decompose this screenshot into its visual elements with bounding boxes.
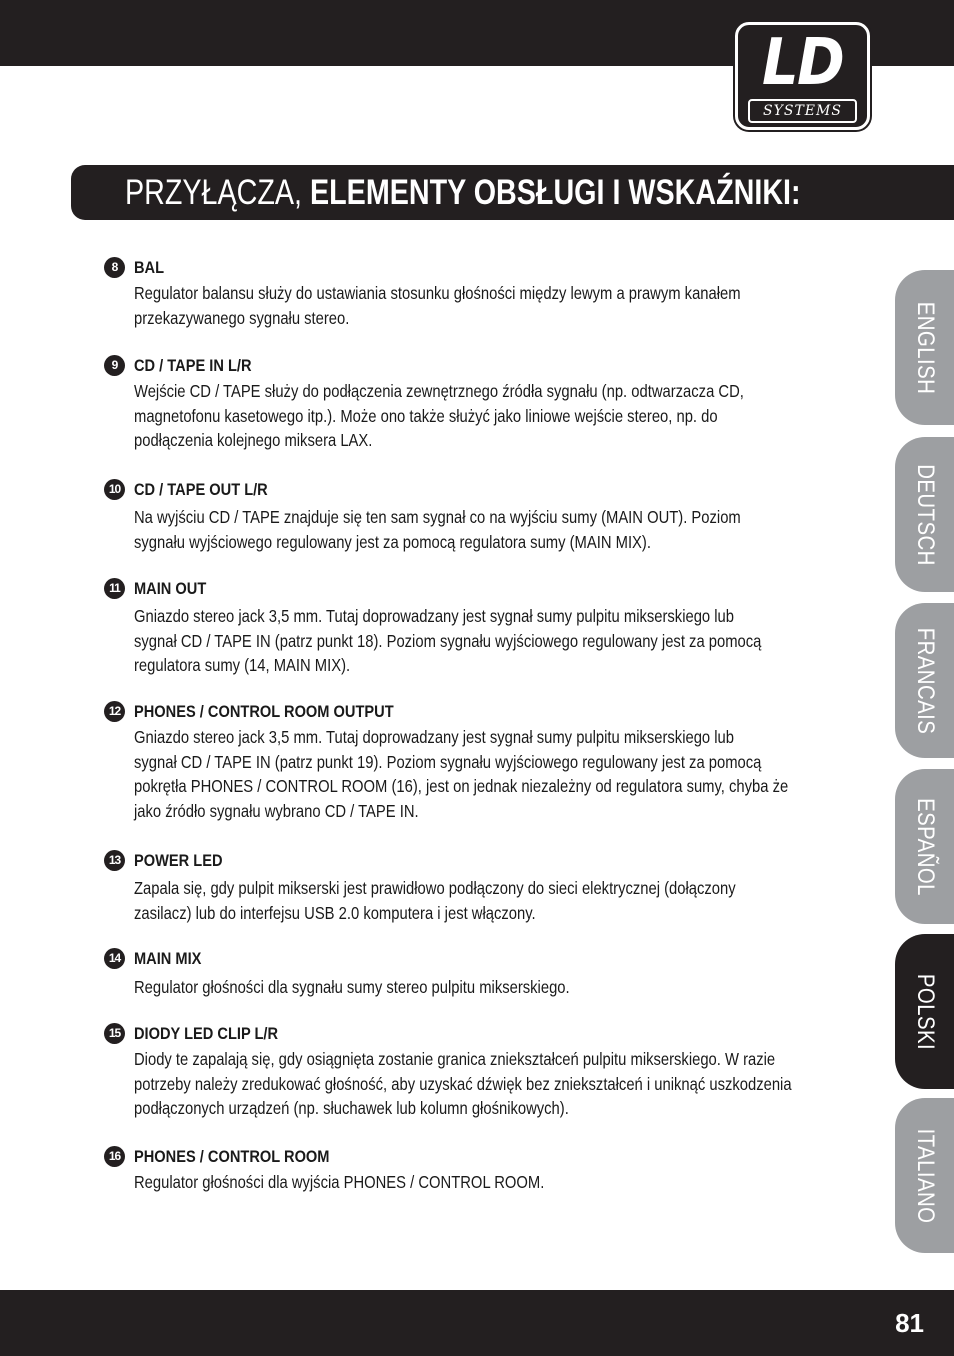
item-line: Regulator balansu służy do ustawiania stosunku głośności między lewym a prawym kanałem xyxy=(134,283,741,303)
item-line: jako źródło sygnału wybrano CD / TAPE IN. xyxy=(134,800,419,821)
item-heading: CD / TAPE OUT L/R xyxy=(134,480,268,499)
item-number-badge: 8 xyxy=(104,257,125,278)
lang-tab-label: ITALIANO xyxy=(911,1128,939,1223)
lang-tab-francais[interactable] xyxy=(895,603,954,758)
item-number-badge: 10 xyxy=(104,479,125,500)
item-description xyxy=(134,975,852,1000)
item-description xyxy=(134,604,852,678)
item-description xyxy=(134,876,852,925)
ld-systems-logo xyxy=(735,22,870,130)
lang-tab-label: POLSKI xyxy=(911,973,939,1050)
page-number: 81 xyxy=(895,1308,924,1338)
item-line: zasilacz) lub do interfejsu USB 2.0 komputera i jest włączony. xyxy=(134,902,536,923)
item-line: Wejście CD / TAPE służy do podłączenia zewnętrznego źródła sygnału (np. odtwarzacza CD, xyxy=(134,381,744,401)
item-heading: CD / TAPE IN L/R xyxy=(134,356,252,375)
item-line: podłączonych urządzeń (np. słuchawek lub kolumn głośnikowych). xyxy=(134,1098,569,1118)
item-line: przekazywanego sygnału stereo. xyxy=(134,307,350,328)
logo-brand: LD xyxy=(762,26,843,100)
title-light-part: PRZYŁĄCZA, xyxy=(125,173,303,212)
item-line: Gniazdo stereo jack 3,5 mm. Tutaj doprowadzany jest sygnał sumy pulpitu mikserskiego lub xyxy=(134,606,735,626)
item-description xyxy=(134,379,852,453)
item-line: Regulator głośności dla wyjścia PHONES / CONTROL ROOM. xyxy=(134,1172,545,1192)
item-heading: BAL xyxy=(134,258,165,277)
item-line: Diody te zapalają się, gdy osiągnięta zostanie granica zniekształceń pulpitu mikserskiego. W razie xyxy=(134,1049,776,1069)
item-line: potrzeby należy zredukować głośność, aby uzyskać dźwięk bez zniekształceń i uniknąć uszkodzenia xyxy=(134,1073,792,1094)
lang-tab-label: DEUTSCH xyxy=(911,463,939,566)
item-number-badge: 12 xyxy=(104,701,125,722)
page-title xyxy=(125,165,801,220)
item-description xyxy=(134,725,852,823)
lang-tab-label: ESPAÑOL xyxy=(911,797,939,896)
lang-tab-espanol[interactable] xyxy=(895,769,954,924)
item-line: podłączenia kolejnego miksera LAX. xyxy=(134,430,373,450)
lang-tab-english[interactable] xyxy=(895,270,954,425)
lang-tab-polski[interactable] xyxy=(895,934,954,1089)
item-description xyxy=(134,1170,852,1195)
lang-tab-italiano[interactable] xyxy=(895,1098,954,1253)
item-line: regulatora sumy (14, MAIN MIX). xyxy=(134,655,351,675)
item-line: sygnał CD / TAPE IN (patrz punkt 18). Poziom sygnału wyjściowego regulowany jest za pomocą xyxy=(134,630,762,651)
item-description xyxy=(134,505,852,554)
item-line: Gniazdo stereo jack 3,5 mm. Tutaj doprowadzany jest sygnał sumy pulpitu mikserskiego lub xyxy=(134,727,735,747)
logo-subtitle: SYSTEMS xyxy=(748,99,857,123)
item-number-badge: 16 xyxy=(104,1146,125,1167)
lang-tab-label: ENGLISH xyxy=(911,301,939,394)
item-heading: POWER LED xyxy=(134,851,223,870)
lang-tab-label: FRANCAIS xyxy=(911,627,939,734)
item-number-badge: 9 xyxy=(104,355,125,376)
item-line: Na wyjściu CD / TAPE znajduje się ten sam sygnał co na wyjściu sumy (MAIN OUT). Poziom xyxy=(134,507,741,527)
item-heading: MAIN MIX xyxy=(134,949,202,968)
section-title-bar xyxy=(71,165,954,220)
item-description xyxy=(134,1047,852,1121)
item-line: Regulator głośności dla sygnału sumy stereo pulpitu mikserskiego. xyxy=(134,977,570,997)
item-number-badge: 15 xyxy=(104,1023,125,1044)
bottom-bar xyxy=(0,1290,954,1356)
item-line: pokrętła PHONES / CONTROL ROOM (16), jest on jednak niezależny od regulatora sumy, chyba że xyxy=(134,776,789,796)
item-line: magnetofonu kasetowego itp.). Może ono także służyć jako liniowe wejście stereo, np. do xyxy=(134,405,718,426)
item-heading: MAIN OUT xyxy=(134,579,207,598)
item-heading: DIODY LED CLIP L/R xyxy=(134,1024,279,1043)
item-description xyxy=(134,281,852,330)
item-number-badge: 14 xyxy=(104,948,125,969)
item-number-badge: 11 xyxy=(104,578,125,599)
item-heading: PHONES / CONTROL ROOM OUTPUT xyxy=(134,702,394,721)
item-number-badge: 13 xyxy=(104,850,125,871)
lang-tab-deutsch[interactable] xyxy=(895,437,954,592)
item-line: Zapala się, gdy pulpit mikserski jest prawidłowo podłączony do sieci elektrycznej (dołączony xyxy=(134,878,736,898)
title-bold-part: ELEMENTY OBSŁUGI I WSKAŹNIKI: xyxy=(310,173,801,212)
item-line: sygnału wyjściowego regulowany jest za pomocą regulatora sumy (MAIN MIX). xyxy=(134,531,651,552)
item-heading: PHONES / CONTROL ROOM xyxy=(134,1147,330,1166)
item-line: sygnał CD / TAPE IN (patrz punkt 19). Poziom sygnału wyjściowego regulowany jest za pomocą xyxy=(134,751,762,772)
